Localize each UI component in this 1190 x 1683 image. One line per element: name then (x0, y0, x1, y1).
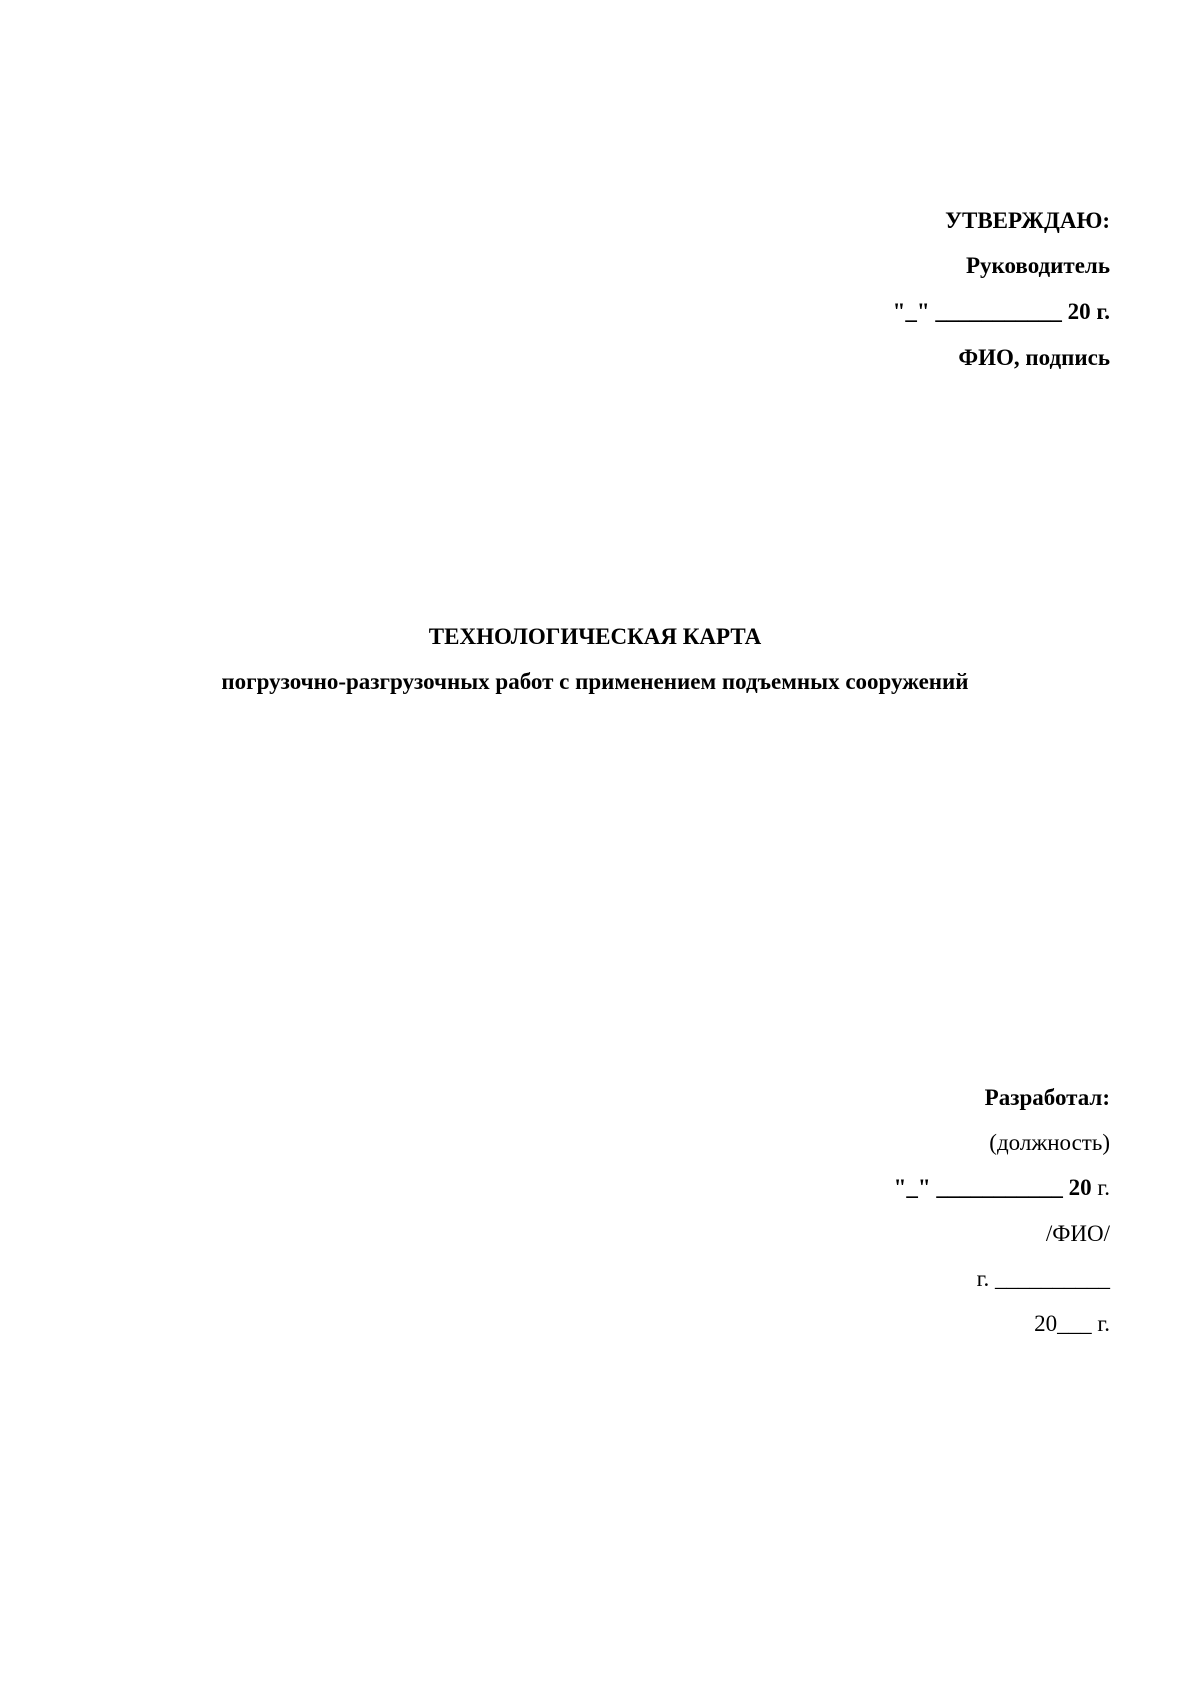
developer-city-blank: __________ (995, 1266, 1110, 1291)
developer-city (977, 1265, 1110, 1293)
document-title: ТЕХНОЛОГИЧЕСКАЯ КАРТА (428, 624, 762, 649)
developer-heading: Разработал: (984, 1085, 1110, 1110)
approval-date-blank: ___________ (935, 299, 1062, 324)
developer-date-year: 20 (1068, 1175, 1092, 1200)
developer-date (894, 1174, 1110, 1202)
approval-date (893, 298, 1110, 326)
approval-date-year: 20 г. (1067, 299, 1110, 324)
developer-position: (должность) (989, 1130, 1110, 1155)
developer-year-line: 20___ г. (1034, 1311, 1110, 1336)
developer-city-prefix: г. (976, 1266, 990, 1291)
approval-heading: УТВЕРЖДАЮ: (945, 208, 1110, 233)
developer-date-suffix: г. (1097, 1175, 1110, 1200)
developer-name: /ФИО/ (1045, 1221, 1110, 1246)
approval-signature: ФИО, подпись (958, 345, 1110, 370)
approval-date-day: "_" (892, 299, 930, 324)
document-subtitle: погрузочно-разгрузочных работ с применением подъемных сооружений (221, 669, 969, 694)
approval-role: Руководитель (966, 253, 1110, 278)
developer-date-day: "_" (893, 1175, 931, 1200)
developer-date-blank: ___________ (936, 1175, 1063, 1200)
